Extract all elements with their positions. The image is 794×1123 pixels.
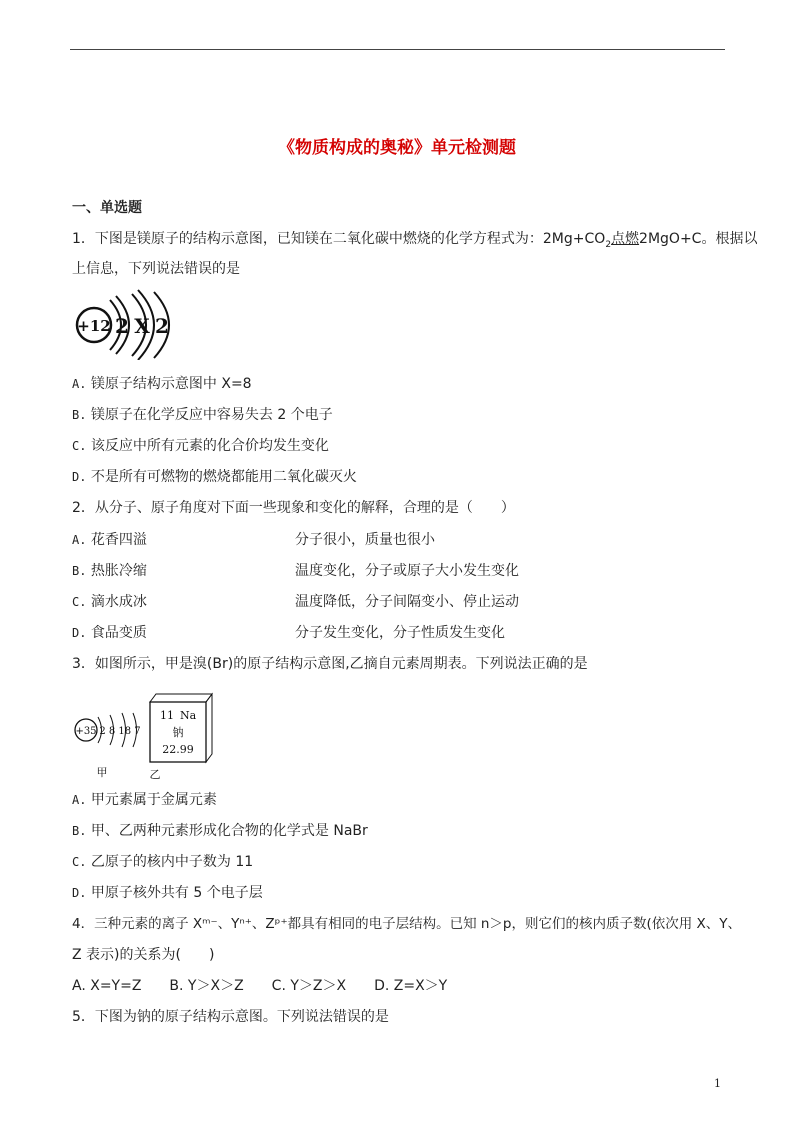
bromine-atom-diagram (72, 697, 152, 782)
q5-stem: 5．下图为钠的原子结构示意图。下列说法错误的是 (72, 1009, 389, 1025)
q3-element-symbol: Na (180, 709, 197, 722)
q1-option-c[interactable]: C. 该反应中所有元素的化合价均发生变化 (72, 438, 329, 454)
q1-option-a[interactable]: A. 镁原子结构示意图中 X=8 (72, 376, 252, 392)
q2-option-d[interactable]: D. 食品变质 (72, 625, 147, 641)
q2-stem: 2．从分子、原子角度对下面一些现象和变化的解释，合理的是（ ） (72, 500, 515, 516)
page-number: 1 (714, 1077, 721, 1090)
sodium-periodic-cell (144, 690, 216, 780)
q4-stem-line2: Z 表示)的关系为( ) (72, 947, 215, 963)
q3-element-name: 钠 (172, 726, 184, 739)
q2-option-b-explanation: 温度变化，分子或原子大小发生变化 (295, 563, 519, 579)
q1-option-d[interactable]: D. 不是所有可燃物的燃烧都能用二氧化碳灭火 (72, 469, 357, 485)
q1-stem-line1 (72, 229, 757, 255)
q3-caption-b: 乙 (149, 768, 161, 780)
page-title: 《物质构成的奥秘》单元检测题 (278, 138, 516, 158)
q1-stem-part-b: 2MgO+C。根据以 (639, 231, 758, 247)
q2-option-a[interactable]: A. 花香四溢 (72, 532, 147, 548)
q3-option-b[interactable]: B. 甲、乙两种元素形成化合物的化学式是 NaBr (72, 823, 368, 839)
q1-shell-3: 2 (155, 314, 169, 338)
q1-stem-line2: 上信息，下列说法错误的是 (72, 261, 240, 277)
q4-stem-line1: 4．三种元素的离子 Xᵐ⁻、Yⁿ⁺、Zᵖ⁺都具有相同的电子层结构。已知 n＞p，则它们的核内质子数(依次用 X、Y、 (72, 916, 742, 932)
q2-option-d-explanation: 分子发生变化，分子性质发生变化 (295, 625, 505, 641)
q3-nucleus-label: +35 (75, 726, 97, 737)
q3-shell-config: 2 8 18 7 (99, 726, 141, 737)
q3-atomic-mass: 22.99 (162, 743, 194, 756)
q3-option-c[interactable]: C. 乙原子的核内中子数为 11 (72, 854, 254, 870)
q1-stem-subscript: 2 (605, 239, 612, 250)
q3-option-d[interactable]: D. 甲原子核外共有 5 个电子层 (72, 885, 263, 901)
magnesium-atom-diagram (72, 288, 182, 360)
section-heading: 一、单选题 (72, 200, 142, 216)
q2-option-c[interactable]: C. 滴水成冰 (72, 594, 147, 610)
q1-reaction-condition: 点燃 (611, 231, 640, 247)
q1-stem-part-a: 1．下图是镁原子的结构示意图，已知镁在二氧化碳中燃烧的化学方程式为：2Mg+CO (72, 231, 606, 247)
q1-shell-1: 2 (115, 314, 129, 338)
q2-option-a-explanation: 分子很小，质量也很小 (295, 532, 435, 548)
header-rule (70, 49, 725, 50)
q1-nucleus-label: +12 (77, 317, 111, 335)
q3-stem: 3．如图所示，甲是溴(Br)的原子结构示意图,乙摘自元素周期表。下列说法正确的是 (72, 656, 588, 672)
q2-option-b[interactable]: B. 热胀冷缩 (72, 563, 147, 579)
q1-shell-2: X (134, 314, 150, 338)
q1-option-b[interactable]: B. 镁原子在化学反应中容易失去 2 个电子 (72, 407, 333, 423)
q4-options[interactable]: A. X=Y=Z B. Y＞X＞Z C. Y＞Z＞X D. Z=X＞Y (72, 978, 448, 994)
q3-caption-a: 甲 (96, 766, 108, 779)
q3-option-a[interactable]: A. 甲元素属于金属元素 (72, 792, 217, 808)
q3-atomic-number: 11 (160, 709, 174, 722)
q2-option-c-explanation: 温度降低，分子间隔变小、停止运动 (295, 594, 519, 610)
